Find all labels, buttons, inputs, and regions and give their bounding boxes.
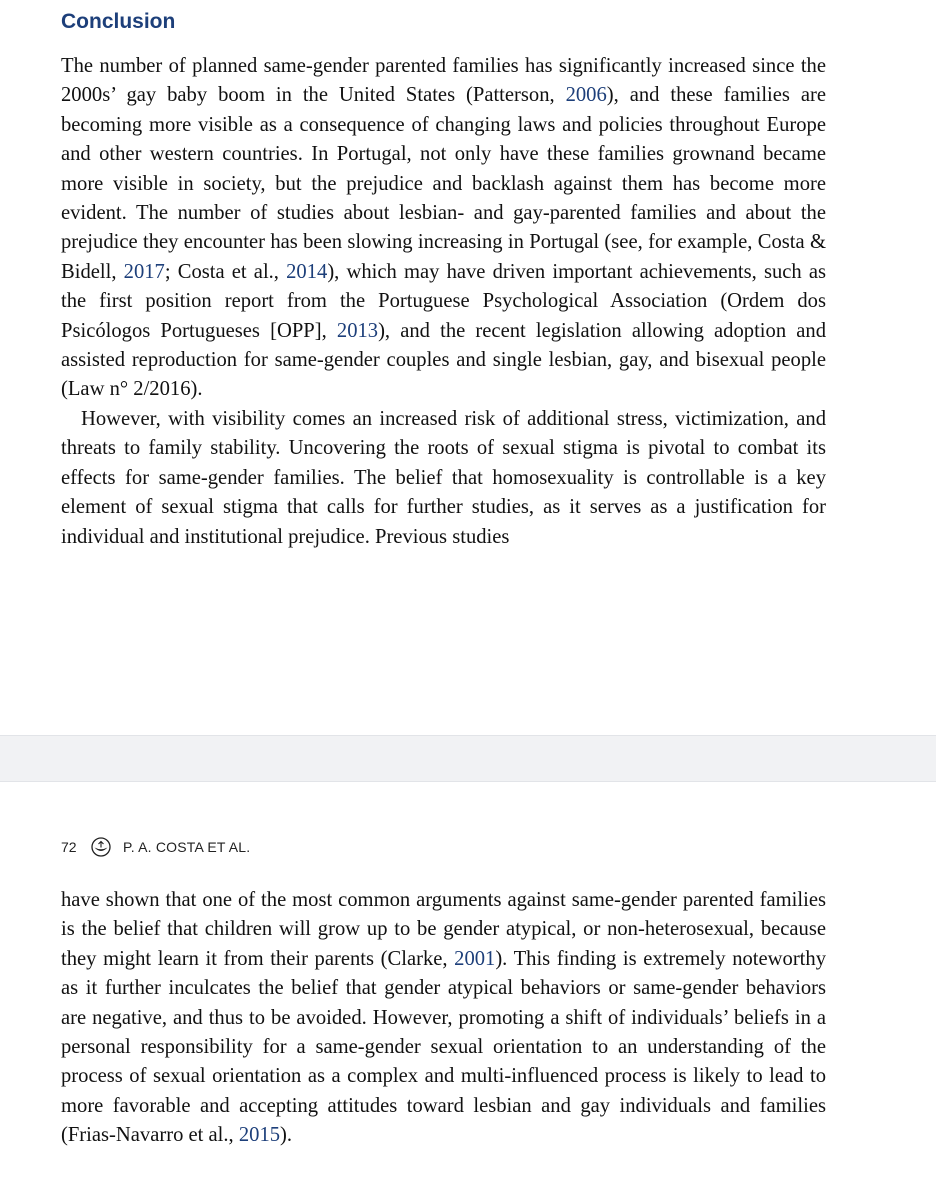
page-number: 72	[61, 839, 77, 855]
paragraph	[61, 886, 826, 1151]
publisher-logo-icon	[91, 837, 111, 857]
paragraph-text: ).	[280, 1124, 293, 1147]
page-break-gap	[0, 735, 936, 782]
paragraph: However, with visibility comes an increased risk of additional stress, victimization, and threats to family stability. Uncovering the roots of sexual stigma is pivotal to combat its effects for same-gender families. The belief that homosexuality is controllable is a key element of sexual stigma that calls for further studies, as it serves as a justification for individual and institutional prejudice. Previous studies	[61, 407, 826, 548]
paragraph-text: ), and these families are becoming more visible as a consequence of changing laws and policies throughout Europe and other western countries. In Portugal, not only have these families grownand became more visible in society, but the prejudice and backlash against them has become more evident. The number of studies about lesbian- and gay-parented families and about the prejudice they encounter has been slowing increasing in Portugal (see, for example, Costa & Bidell,	[61, 84, 826, 283]
body-text-top	[61, 52, 826, 552]
citation-link[interactable]: 2015	[238, 1124, 281, 1147]
citation-link[interactable]: 2006	[565, 84, 607, 107]
paragraph-text: have shown that one of the most common arguments against same-gender parented families is the belief that children will grow up to be gender atypical, or non-heterosexual, because they might learn it from their parents (Clarke,	[61, 889, 826, 970]
running-head-authors: P. A. COSTA ET AL.	[123, 839, 251, 855]
paragraph-text: ; Costa et al.,	[164, 260, 287, 283]
citation-link[interactable]: 2017	[123, 260, 165, 283]
body-text-bottom	[61, 886, 826, 1151]
paragraph-text: The number of planned same-gender parented families has significantly increased since the 2000s’ gay baby boom in the United States (Patterson,	[61, 55, 826, 107]
paragraph-text: ). This finding is extremely noteworthy as it further inculcates the belief that gender atypical behaviors or same-gender behaviors are negative, and thus to be avoided. However, promoting a shift of individuals’ beliefs in a personal responsibility for a same-gender sexual orientation to an understanding of the process of sexual orientation as a complex and multi-influenced process is likely to lead to more favorable and accepting attitudes toward lesbian and gay individuals and families (Frias-Navarro et al.,	[61, 947, 826, 1147]
paragraph-text: ), which may have driven important achievements, such as the first position report from the Portuguese Psychological Association (Ordem dos Psicólogos Portugueses [OPP],	[61, 260, 827, 342]
paragraph-text: ), and the recent legislation allowing adoption and assisted reproduction for same-gender couples and single lesbian, gay, and bisexual people (Law n° 2/2016).	[61, 319, 827, 401]
section-heading: Conclusion	[61, 10, 176, 33]
citation-link[interactable]: 2013	[336, 319, 379, 342]
running-head	[61, 835, 250, 859]
paragraph	[61, 52, 826, 405]
citation-link[interactable]: 2001	[454, 947, 496, 970]
citation-link[interactable]: 2014	[286, 260, 328, 283]
